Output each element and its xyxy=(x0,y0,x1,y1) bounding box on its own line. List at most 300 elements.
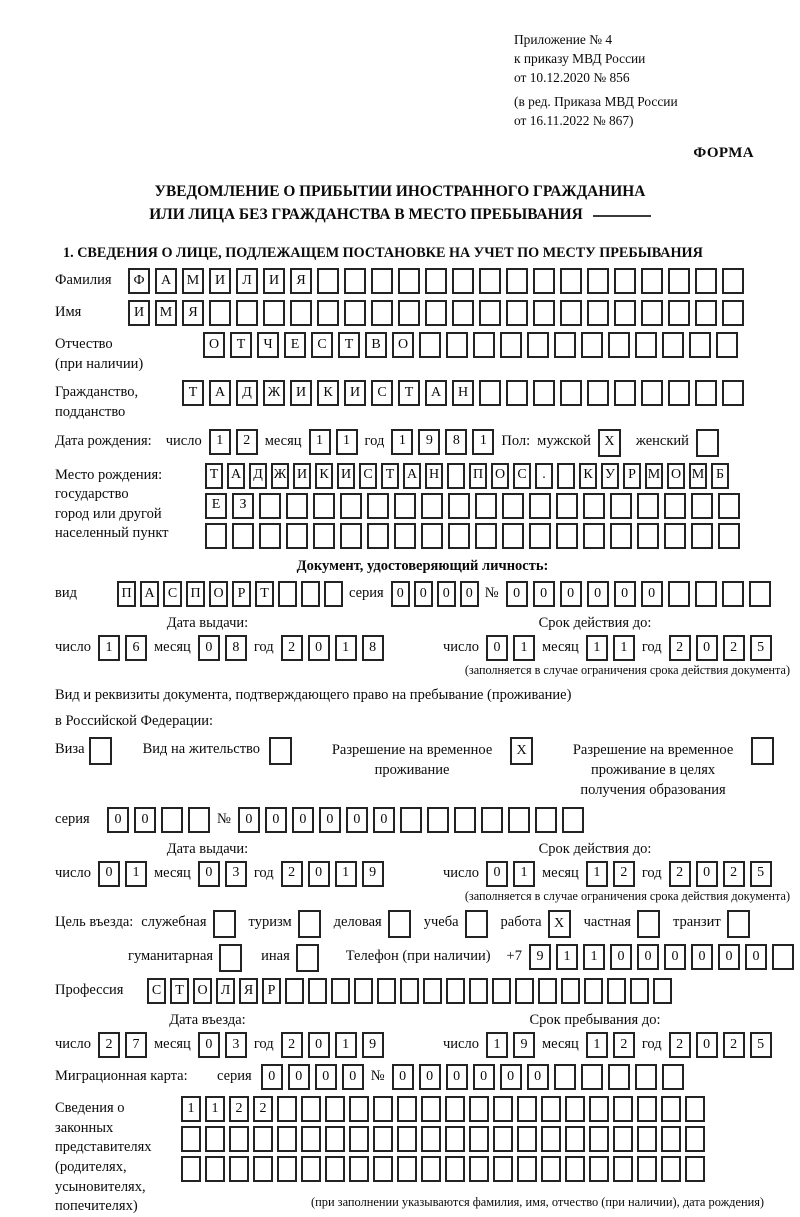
char-cell[interactable] xyxy=(493,1156,513,1182)
char-cell[interactable] xyxy=(277,1096,297,1122)
char-cell[interactable]: 1 xyxy=(335,1032,357,1058)
char-cell[interactable]: Н xyxy=(452,380,474,406)
char-cell[interactable]: 0 xyxy=(288,1064,310,1090)
char-cell[interactable] xyxy=(685,1096,705,1122)
char-cell[interactable] xyxy=(722,581,744,607)
char-cell[interactable]: Ж xyxy=(271,463,289,489)
purpose-transit-checkbox[interactable] xyxy=(727,910,750,938)
char-cell[interactable] xyxy=(400,807,422,833)
char-cell[interactable] xyxy=(325,1096,345,1122)
char-cell[interactable]: 1 xyxy=(335,635,357,661)
char-cell[interactable] xyxy=(469,1156,489,1182)
char-cell[interactable] xyxy=(397,1156,417,1182)
char-cell[interactable]: 1 xyxy=(486,1032,508,1058)
char-cell[interactable] xyxy=(506,268,528,294)
char-cell[interactable]: 0 xyxy=(696,635,718,661)
char-cell[interactable]: Я xyxy=(239,978,258,1004)
char-cell[interactable] xyxy=(367,523,389,549)
char-cell[interactable]: А xyxy=(209,380,231,406)
char-cell[interactable]: 0 xyxy=(691,944,713,970)
char-cell[interactable]: 2 xyxy=(613,1032,635,1058)
char-cell[interactable] xyxy=(722,300,744,326)
char-cell[interactable] xyxy=(610,493,632,519)
char-cell[interactable] xyxy=(367,493,389,519)
char-cell[interactable] xyxy=(259,523,281,549)
char-cell[interactable]: З xyxy=(232,493,254,519)
char-cell[interactable] xyxy=(475,523,497,549)
char-cell[interactable] xyxy=(535,807,557,833)
residence-doc-series-boxes[interactable] xyxy=(107,807,215,833)
char-cell[interactable]: Р xyxy=(262,978,281,1004)
char-cell[interactable]: Н xyxy=(425,463,443,489)
char-cell[interactable]: 8 xyxy=(362,635,384,661)
char-cell[interactable]: 0 xyxy=(486,861,508,887)
char-cell[interactable]: 0 xyxy=(308,861,330,887)
char-cell[interactable] xyxy=(232,523,254,549)
char-cell[interactable]: О xyxy=(392,332,414,358)
char-cell[interactable] xyxy=(452,300,474,326)
char-cell[interactable]: 0 xyxy=(745,944,767,970)
char-cell[interactable] xyxy=(584,978,603,1004)
char-cell[interactable]: 7 xyxy=(125,1032,147,1058)
char-cell[interactable] xyxy=(427,807,449,833)
char-cell[interactable]: Ж xyxy=(263,380,285,406)
char-cell[interactable]: 0 xyxy=(460,581,479,607)
char-cell[interactable]: О xyxy=(491,463,509,489)
char-cell[interactable] xyxy=(685,1126,705,1152)
char-cell[interactable]: С xyxy=(513,463,531,489)
char-cell[interactable]: 1 xyxy=(586,635,608,661)
char-cell[interactable] xyxy=(587,300,609,326)
char-cell[interactable]: 0 xyxy=(198,861,220,887)
char-cell[interactable]: 9 xyxy=(362,861,384,887)
char-cell[interactable] xyxy=(691,523,713,549)
char-cell[interactable]: 1 xyxy=(513,635,535,661)
char-cell[interactable]: 1 xyxy=(556,944,578,970)
char-cell[interactable]: 1 xyxy=(586,1032,608,1058)
char-cell[interactable]: 0 xyxy=(718,944,740,970)
char-cell[interactable] xyxy=(354,978,373,1004)
char-cell[interactable] xyxy=(556,523,578,549)
char-cell[interactable] xyxy=(502,493,524,519)
char-cell[interactable] xyxy=(689,332,711,358)
char-cell[interactable] xyxy=(445,1126,465,1152)
char-cell[interactable]: И xyxy=(128,300,150,326)
char-cell[interactable] xyxy=(286,493,308,519)
profession-boxes[interactable] xyxy=(147,978,676,1004)
char-cell[interactable]: А xyxy=(140,581,159,607)
char-cell[interactable] xyxy=(637,1126,657,1152)
char-cell[interactable]: Т xyxy=(205,463,223,489)
stay-until-fields[interactable] xyxy=(443,1032,777,1058)
option-visa-checkbox[interactable] xyxy=(89,737,112,765)
char-cell[interactable]: 0 xyxy=(134,807,156,833)
char-cell[interactable]: 1 xyxy=(209,429,231,455)
char-cell[interactable] xyxy=(421,1096,441,1122)
char-cell[interactable] xyxy=(469,1096,489,1122)
char-cell[interactable]: 3 xyxy=(225,1032,247,1058)
char-cell[interactable] xyxy=(587,268,609,294)
char-cell[interactable]: 3 xyxy=(225,861,247,887)
char-cell[interactable] xyxy=(263,300,285,326)
char-cell[interactable] xyxy=(541,1156,561,1182)
char-cell[interactable]: 0 xyxy=(533,581,555,607)
purpose-official-checkbox[interactable] xyxy=(213,910,236,938)
char-cell[interactable] xyxy=(421,493,443,519)
char-cell[interactable]: Т xyxy=(230,332,252,358)
char-cell[interactable]: 2 xyxy=(613,861,635,887)
char-cell[interactable]: 0 xyxy=(560,581,582,607)
char-cell[interactable]: 0 xyxy=(446,1064,468,1090)
birthplace-boxes-line2[interactable] xyxy=(205,493,745,519)
char-cell[interactable] xyxy=(515,978,534,1004)
char-cell[interactable] xyxy=(722,380,744,406)
char-cell[interactable] xyxy=(205,523,227,549)
char-cell[interactable]: С xyxy=(147,978,166,1004)
char-cell[interactable]: 2 xyxy=(98,1032,120,1058)
char-cell[interactable] xyxy=(473,332,495,358)
char-cell[interactable]: Т xyxy=(170,978,189,1004)
char-cell[interactable]: 0 xyxy=(414,581,433,607)
char-cell[interactable]: 2 xyxy=(723,1032,745,1058)
char-cell[interactable] xyxy=(668,380,690,406)
char-cell[interactable]: С xyxy=(359,463,377,489)
char-cell[interactable]: Я xyxy=(182,300,204,326)
char-cell[interactable]: Е xyxy=(284,332,306,358)
char-cell[interactable]: 0 xyxy=(346,807,368,833)
char-cell[interactable]: Л xyxy=(216,978,235,1004)
identity-doc-expiry-date[interactable] xyxy=(443,635,777,661)
char-cell[interactable]: К xyxy=(579,463,597,489)
char-cell[interactable] xyxy=(446,978,465,1004)
char-cell[interactable] xyxy=(581,332,603,358)
char-cell[interactable] xyxy=(581,1064,603,1090)
sex-female-checkbox[interactable] xyxy=(696,429,719,457)
char-cell[interactable] xyxy=(529,523,551,549)
char-cell[interactable]: 2 xyxy=(723,861,745,887)
char-cell[interactable]: 2 xyxy=(281,1032,303,1058)
char-cell[interactable] xyxy=(637,1096,657,1122)
char-cell[interactable] xyxy=(448,523,470,549)
char-cell[interactable]: 1 xyxy=(336,429,358,455)
char-cell[interactable]: П xyxy=(186,581,205,607)
char-cell[interactable] xyxy=(398,300,420,326)
char-cell[interactable]: 2 xyxy=(229,1096,249,1122)
char-cell[interactable] xyxy=(161,807,183,833)
char-cell[interactable] xyxy=(662,332,684,358)
char-cell[interactable]: 0 xyxy=(98,861,120,887)
char-cell[interactable] xyxy=(641,268,663,294)
char-cell[interactable] xyxy=(718,493,740,519)
char-cell[interactable] xyxy=(538,978,557,1004)
char-cell[interactable] xyxy=(325,1126,345,1152)
char-cell[interactable]: 1 xyxy=(586,861,608,887)
option-residence-permit-checkbox[interactable] xyxy=(269,737,292,765)
char-cell[interactable]: 5 xyxy=(750,1032,772,1058)
char-cell[interactable]: 0 xyxy=(696,861,718,887)
char-cell[interactable] xyxy=(749,581,771,607)
char-cell[interactable] xyxy=(533,300,555,326)
char-cell[interactable] xyxy=(479,268,501,294)
char-cell[interactable]: 0 xyxy=(238,807,260,833)
char-cell[interactable] xyxy=(349,1156,369,1182)
char-cell[interactable]: Ч xyxy=(257,332,279,358)
char-cell[interactable] xyxy=(325,1156,345,1182)
char-cell[interactable] xyxy=(181,1156,201,1182)
char-cell[interactable]: И xyxy=(344,380,366,406)
char-cell[interactable]: 6 xyxy=(125,635,147,661)
char-cell[interactable] xyxy=(317,300,339,326)
char-cell[interactable] xyxy=(301,1156,321,1182)
char-cell[interactable] xyxy=(637,493,659,519)
char-cell[interactable]: 0 xyxy=(261,1064,283,1090)
char-cell[interactable] xyxy=(447,463,465,489)
phone-boxes[interactable] xyxy=(529,944,799,970)
char-cell[interactable]: 0 xyxy=(308,635,330,661)
char-cell[interactable] xyxy=(608,332,630,358)
representatives-boxes-line1[interactable] xyxy=(181,1096,764,1122)
char-cell[interactable]: А xyxy=(227,463,245,489)
char-cell[interactable]: О xyxy=(193,978,212,1004)
char-cell[interactable]: . xyxy=(535,463,553,489)
char-cell[interactable]: В xyxy=(365,332,387,358)
char-cell[interactable]: 0 xyxy=(198,635,220,661)
purpose-work-checkbox[interactable]: X xyxy=(548,910,571,938)
char-cell[interactable] xyxy=(556,493,578,519)
purpose-study-checkbox[interactable] xyxy=(465,910,488,938)
char-cell[interactable]: 2 xyxy=(669,1032,691,1058)
char-cell[interactable]: С xyxy=(163,581,182,607)
char-cell[interactable] xyxy=(541,1096,561,1122)
char-cell[interactable]: Т xyxy=(338,332,360,358)
char-cell[interactable] xyxy=(421,523,443,549)
char-cell[interactable]: 0 xyxy=(392,1064,414,1090)
char-cell[interactable] xyxy=(613,1156,633,1182)
char-cell[interactable] xyxy=(229,1156,249,1182)
char-cell[interactable] xyxy=(188,807,210,833)
char-cell[interactable] xyxy=(661,1096,681,1122)
char-cell[interactable] xyxy=(425,300,447,326)
char-cell[interactable] xyxy=(533,268,555,294)
char-cell[interactable] xyxy=(317,268,339,294)
char-cell[interactable] xyxy=(313,523,335,549)
char-cell[interactable] xyxy=(331,978,350,1004)
char-cell[interactable]: Т xyxy=(182,380,204,406)
char-cell[interactable]: А xyxy=(425,380,447,406)
char-cell[interactable] xyxy=(229,1126,249,1152)
char-cell[interactable]: О xyxy=(667,463,685,489)
patronymic-boxes[interactable] xyxy=(203,332,743,358)
char-cell[interactable]: 1 xyxy=(309,429,331,455)
birthplace-boxes-line1[interactable] xyxy=(205,463,745,489)
migration-card-series-boxes[interactable] xyxy=(261,1064,369,1090)
char-cell[interactable]: О xyxy=(203,332,225,358)
char-cell[interactable]: Т xyxy=(398,380,420,406)
char-cell[interactable] xyxy=(259,493,281,519)
char-cell[interactable]: П xyxy=(469,463,487,489)
char-cell[interactable]: 0 xyxy=(342,1064,364,1090)
char-cell[interactable] xyxy=(181,1126,201,1152)
char-cell[interactable]: О xyxy=(209,581,228,607)
char-cell[interactable] xyxy=(340,493,362,519)
char-cell[interactable]: 9 xyxy=(513,1032,535,1058)
char-cell[interactable] xyxy=(772,944,794,970)
char-cell[interactable] xyxy=(517,1126,537,1152)
char-cell[interactable] xyxy=(565,1126,585,1152)
char-cell[interactable] xyxy=(277,1126,297,1152)
char-cell[interactable]: 2 xyxy=(253,1096,273,1122)
char-cell[interactable]: У xyxy=(601,463,619,489)
char-cell[interactable]: 0 xyxy=(419,1064,441,1090)
char-cell[interactable] xyxy=(554,332,576,358)
char-cell[interactable] xyxy=(614,380,636,406)
purpose-private-checkbox[interactable] xyxy=(637,910,660,938)
char-cell[interactable] xyxy=(493,1096,513,1122)
char-cell[interactable]: 1 xyxy=(472,429,494,455)
char-cell[interactable]: Р xyxy=(623,463,641,489)
char-cell[interactable]: 2 xyxy=(723,635,745,661)
char-cell[interactable]: Ф xyxy=(128,268,150,294)
char-cell[interactable] xyxy=(397,1126,417,1152)
char-cell[interactable]: 0 xyxy=(696,1032,718,1058)
char-cell[interactable]: Д xyxy=(249,463,267,489)
char-cell[interactable] xyxy=(493,1126,513,1152)
char-cell[interactable] xyxy=(637,1156,657,1182)
char-cell[interactable]: Е xyxy=(205,493,227,519)
char-cell[interactable] xyxy=(691,493,713,519)
char-cell[interactable] xyxy=(668,268,690,294)
char-cell[interactable] xyxy=(253,1126,273,1152)
char-cell[interactable] xyxy=(421,1126,441,1152)
char-cell[interactable]: М xyxy=(182,268,204,294)
char-cell[interactable]: 0 xyxy=(500,1064,522,1090)
char-cell[interactable]: А xyxy=(403,463,421,489)
char-cell[interactable] xyxy=(301,1096,321,1122)
char-cell[interactable] xyxy=(448,493,470,519)
char-cell[interactable] xyxy=(377,978,396,1004)
char-cell[interactable]: 1 xyxy=(335,861,357,887)
char-cell[interactable]: 0 xyxy=(319,807,341,833)
char-cell[interactable] xyxy=(290,300,312,326)
representatives-boxes-line2[interactable] xyxy=(181,1126,764,1152)
char-cell[interactable] xyxy=(492,978,511,1004)
char-cell[interactable] xyxy=(308,978,327,1004)
char-cell[interactable] xyxy=(454,807,476,833)
char-cell[interactable] xyxy=(695,300,717,326)
char-cell[interactable] xyxy=(664,493,686,519)
char-cell[interactable] xyxy=(557,463,575,489)
char-cell[interactable] xyxy=(589,1126,609,1152)
char-cell[interactable]: 0 xyxy=(308,1032,330,1058)
char-cell[interactable]: 8 xyxy=(225,635,247,661)
char-cell[interactable]: 0 xyxy=(637,944,659,970)
char-cell[interactable]: 1 xyxy=(391,429,413,455)
char-cell[interactable]: Л xyxy=(236,268,258,294)
char-cell[interactable] xyxy=(445,1156,465,1182)
char-cell[interactable] xyxy=(397,1096,417,1122)
char-cell[interactable] xyxy=(695,380,717,406)
char-cell[interactable] xyxy=(517,1096,537,1122)
char-cell[interactable] xyxy=(236,300,258,326)
char-cell[interactable] xyxy=(565,1096,585,1122)
char-cell[interactable] xyxy=(608,1064,630,1090)
char-cell[interactable]: 0 xyxy=(107,807,129,833)
char-cell[interactable] xyxy=(610,523,632,549)
birthdate-fields[interactable] xyxy=(166,429,500,455)
char-cell[interactable]: С xyxy=(311,332,333,358)
char-cell[interactable] xyxy=(508,807,530,833)
char-cell[interactable]: М xyxy=(645,463,663,489)
char-cell[interactable] xyxy=(668,300,690,326)
char-cell[interactable] xyxy=(371,268,393,294)
char-cell[interactable] xyxy=(529,493,551,519)
purpose-business-checkbox[interactable] xyxy=(388,910,411,938)
char-cell[interactable] xyxy=(278,581,297,607)
char-cell[interactable]: К xyxy=(315,463,333,489)
option-temp-residence-checkbox[interactable]: X xyxy=(510,737,533,765)
char-cell[interactable] xyxy=(373,1156,393,1182)
char-cell[interactable]: Д xyxy=(236,380,258,406)
char-cell[interactable] xyxy=(349,1126,369,1152)
char-cell[interactable]: И xyxy=(337,463,355,489)
char-cell[interactable]: 9 xyxy=(362,1032,384,1058)
char-cell[interactable]: П xyxy=(117,581,136,607)
entry-date-fields[interactable] xyxy=(55,1032,443,1058)
char-cell[interactable] xyxy=(613,1096,633,1122)
char-cell[interactable] xyxy=(394,523,416,549)
char-cell[interactable]: Т xyxy=(381,463,399,489)
char-cell[interactable] xyxy=(661,1156,681,1182)
char-cell[interactable] xyxy=(469,978,488,1004)
char-cell[interactable]: 0 xyxy=(292,807,314,833)
char-cell[interactable] xyxy=(565,1156,585,1182)
char-cell[interactable]: 2 xyxy=(281,861,303,887)
char-cell[interactable]: 1 xyxy=(98,635,120,661)
option-temp-residence-education-checkbox[interactable] xyxy=(751,737,774,765)
char-cell[interactable] xyxy=(695,581,717,607)
char-cell[interactable] xyxy=(583,493,605,519)
residence-doc-issue-date[interactable] xyxy=(55,861,443,887)
purpose-other-checkbox[interactable] xyxy=(296,944,319,972)
char-cell[interactable] xyxy=(641,380,663,406)
char-cell[interactable] xyxy=(630,978,649,1004)
char-cell[interactable]: 0 xyxy=(315,1064,337,1090)
identity-doc-kind-boxes[interactable] xyxy=(117,581,347,607)
char-cell[interactable]: 0 xyxy=(664,944,686,970)
purpose-humanitarian-checkbox[interactable] xyxy=(219,944,242,972)
char-cell[interactable] xyxy=(421,1156,441,1182)
char-cell[interactable] xyxy=(661,1126,681,1152)
char-cell[interactable] xyxy=(373,1096,393,1122)
char-cell[interactable]: 2 xyxy=(236,429,258,455)
char-cell[interactable]: 2 xyxy=(669,861,691,887)
char-cell[interactable]: М xyxy=(155,300,177,326)
char-cell[interactable]: 0 xyxy=(506,581,528,607)
char-cell[interactable] xyxy=(344,300,366,326)
birthplace-boxes-line3[interactable] xyxy=(205,523,745,549)
char-cell[interactable] xyxy=(589,1156,609,1182)
char-cell[interactable] xyxy=(527,332,549,358)
char-cell[interactable] xyxy=(517,1156,537,1182)
char-cell[interactable]: 0 xyxy=(641,581,663,607)
char-cell[interactable] xyxy=(653,978,672,1004)
char-cell[interactable] xyxy=(373,1126,393,1152)
char-cell[interactable] xyxy=(662,1064,684,1090)
char-cell[interactable] xyxy=(285,978,304,1004)
citizenship-boxes[interactable] xyxy=(182,380,749,406)
char-cell[interactable]: К xyxy=(317,380,339,406)
char-cell[interactable] xyxy=(394,493,416,519)
